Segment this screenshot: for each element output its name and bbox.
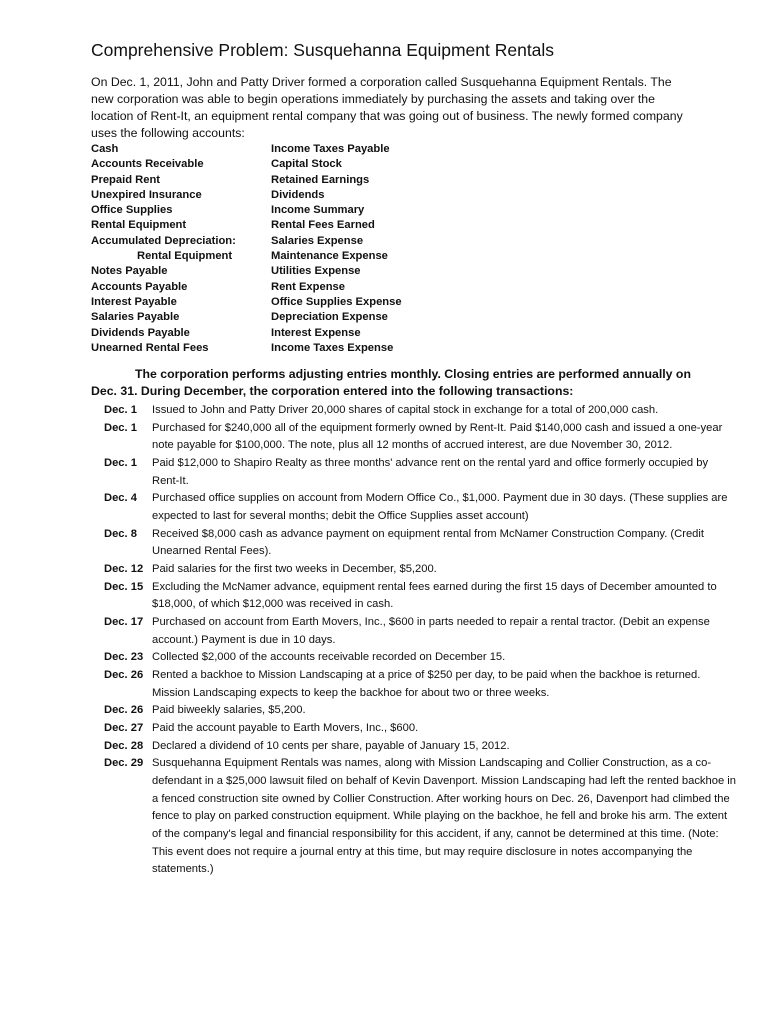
account-item: Notes Payable — [91, 265, 168, 278]
transaction-date: Dec. 26 — [104, 704, 144, 717]
transaction-row — [90, 720, 736, 738]
transaction-text: Rented a backhoe to Mission Landscaping at a price of $250 per day, to be paid when the backhoe is returned. Mission Landscaping expects to keep the backhoe for about two or three weeks. — [152, 669, 701, 699]
account-item: Rental Equipment — [91, 219, 187, 232]
transaction-row — [90, 420, 736, 455]
transaction-date: Dec. 1 — [104, 421, 137, 434]
account-item: Accumulated Depreciation: — [91, 234, 236, 247]
transaction-date: Dec. 15 — [104, 580, 144, 593]
transaction-row — [90, 614, 736, 649]
account-item: Interest Payable — [91, 295, 177, 308]
account-item: Cash — [91, 143, 119, 155]
account-item: Income Taxes Expense — [271, 341, 394, 354]
account-item: Office Supplies — [91, 204, 173, 217]
transaction-row — [90, 490, 736, 525]
transaction-row — [90, 738, 736, 756]
account-item: Income Taxes Payable — [271, 143, 390, 155]
transaction-row — [90, 667, 736, 702]
transaction-date: Dec. 4 — [104, 492, 137, 505]
transaction-row — [90, 561, 736, 579]
account-item: Rental Fees Earned — [271, 219, 375, 232]
account-item: Salaries Expense — [271, 234, 364, 247]
transaction-date: Dec. 23 — [104, 651, 144, 664]
transaction-row — [90, 402, 736, 420]
account-item: Interest Expense — [271, 326, 361, 339]
account-item: Dividends — [271, 188, 325, 201]
account-item: Rent Expense — [271, 280, 345, 293]
accounts-list — [91, 142, 728, 356]
transaction-date: Dec. 12 — [104, 563, 144, 576]
account-item: Unearned Rental Fees — [91, 341, 209, 354]
transactions-list — [91, 402, 737, 879]
transaction-row — [90, 455, 736, 490]
account-item: Accounts Payable — [91, 280, 188, 293]
transaction-text: Susquehanna Equipment Rentals was names, along with Mission Landscaping and Collier Construction, as a co-defendant in a $25,000 lawsuit filed on behalf of Kevin Davenport. Mission Landscaping had left the rented backhoe in a fenced construction site owned by Collier Construction. After working hours on Dec. 26, Davenport had climbed the fence to play on parked construction equipment. While playing on the backhoe, he fell and broke his arm. The extent of the company's legal and financial responsibility for this accident, if any, cannot be determined at this time. (Note: This event does not require a journal entry at this time, but may require disclosure in notes accompanying the statements.) — [152, 757, 737, 876]
transaction-text: Purchased office supplies on account from Modern Office Co., $1,000. Payment due in 30 days. (These supplies are expected to last for several months; debit the Office Supplies asset account) — [152, 492, 728, 523]
account-item: Salaries Payable — [91, 311, 180, 324]
transaction-row — [90, 579, 736, 614]
transaction-text: Paid the account payable to Earth Movers, Inc., $600. — [152, 721, 419, 734]
transaction-row — [90, 526, 736, 561]
transaction-text: Declared a dividend of 10 cents per share, payable of January 15, 2012. — [152, 739, 510, 752]
account-item: Office Supplies Expense — [271, 295, 402, 308]
accounts-left-column — [91, 142, 271, 356]
account-item: Retained Earnings — [271, 173, 370, 186]
transaction-row — [90, 702, 736, 720]
intro-paragraph: On Dec. 1, 2011, John and Patty Driver formed a corporation called Susquehanna Equipment Rentals. The new corporation was able to begin operations immediately by purchasing the assets and taking over the location of Rent-It, an equipment rental company that was going out of business. The newly formed company uses the following accounts: — [91, 75, 683, 140]
transactions-intro-paragraph: The corporation performs adjusting entries monthly. Closing entries are performed annually on Dec. 31. During December, the corporation entered into the following transactions: — [91, 367, 691, 399]
transaction-text: Paid salaries for the first two weeks in December, $5,200. — [152, 563, 437, 576]
transaction-text: Purchased on account from Earth Movers, Inc., $600 in parts needed to repair a rental tractor. (Debit an expense account.) Payment is due in 10 days. — [152, 616, 710, 646]
transaction-text: Purchased for $240,000 all of the equipment formerly owned by Rent-It. Paid $140,000 cash and issued a one-year note payable for $100,000. The note, plus all 12 months of accrued interest, are due November 30, 2012. — [152, 421, 723, 452]
transaction-row — [90, 649, 736, 667]
accounts-right-column — [271, 142, 491, 356]
transaction-date: Dec. 17 — [104, 616, 144, 629]
transaction-text: Collected $2,000 of the accounts receivable recorded on December 15. — [152, 651, 506, 664]
transaction-row — [90, 755, 736, 879]
account-item: Depreciation Expense — [271, 311, 388, 324]
account-item: Prepaid Rent — [91, 173, 161, 186]
document-title: Comprehensive Problem: Susquehanna Equipment Rentals — [91, 40, 555, 60]
account-item: Maintenance Expense — [271, 250, 388, 263]
transaction-text: Received $8,000 cash as advance payment on equipment rental from McNamer Construction Company. (Credit Unearned Rental Fees). — [152, 527, 704, 558]
account-item: Rental Equipment — [137, 250, 233, 263]
transaction-text: Excluding the McNamer advance, equipment rental fees earned during the first 15 days of December amounted to $18,000, of which $12,000 was received in cash. — [152, 580, 717, 611]
transaction-date: Dec. 8 — [104, 527, 137, 540]
transaction-date: Dec. 1 — [104, 404, 137, 417]
transaction-text: Issued to John and Patty Driver 20,000 shares of capital stock in exchange for a total of 200,000 cash. — [152, 404, 659, 417]
transaction-text: Paid $12,000 to Shapiro Realty as three months' advance rent on the rental yard and office formerly occupied by Rent-It. — [152, 457, 709, 487]
transaction-date: Dec. 27 — [104, 721, 144, 734]
account-item: Accounts Receivable — [91, 158, 204, 171]
account-item: Capital Stock — [271, 158, 342, 171]
transaction-date: Dec. 29 — [104, 757, 144, 770]
transaction-text: Paid biweekly salaries, $5,200. — [152, 704, 306, 717]
account-item: Utilities Expense — [271, 265, 361, 278]
transaction-date: Dec. 26 — [104, 669, 144, 681]
transaction-date: Dec. 28 — [104, 739, 144, 752]
account-item: Dividends Payable — [91, 326, 190, 339]
account-item: Unexpired Insurance — [91, 188, 202, 201]
account-item: Income Summary — [271, 204, 365, 217]
transaction-date: Dec. 1 — [104, 457, 137, 470]
